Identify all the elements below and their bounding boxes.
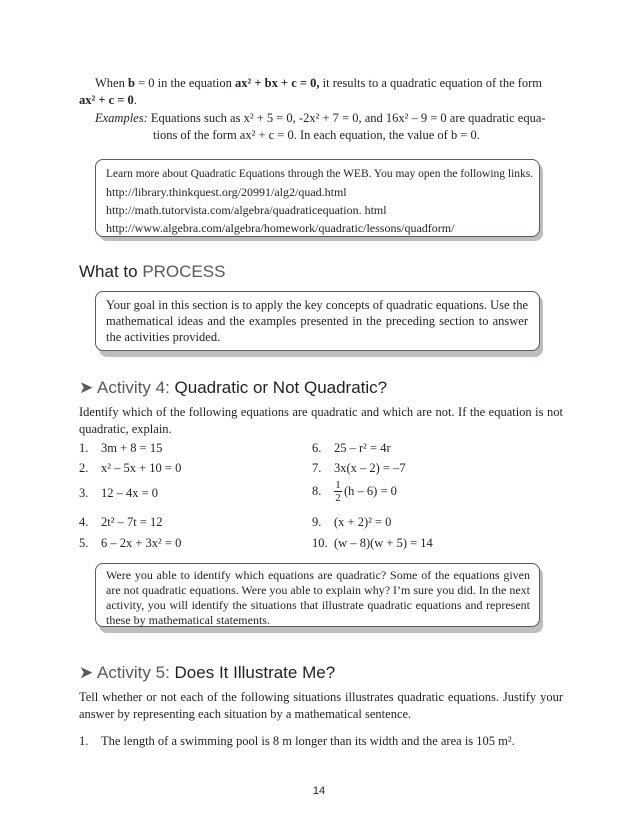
activity4-title: Quadratic or Not Quadratic? <box>174 378 388 397</box>
process-box <box>95 291 540 351</box>
equation-5: 5. 6 – 2x + 3x² = 0 <box>79 536 182 550</box>
links-intro: Learn more about Quadratic Equations through the WEB. You may open the following links. <box>106 168 534 180</box>
activity4-arrow: ➤ <box>79 378 94 397</box>
links-box <box>95 159 540 237</box>
activity5-arrow: ➤ <box>79 663 94 682</box>
intro-text-c: = 0 in the equation <box>134 76 236 90</box>
reflection-box <box>95 563 540 627</box>
examples <box>95 110 565 144</box>
equation-2: 2. x² – 5x + 10 = 0 <box>79 461 182 475</box>
process-box-text: Your goal in this section is to apply the key concepts of quadratic equations. Use the mathematical ideas and the examples presented in the preceding section to answer the activities provided. <box>106 298 528 344</box>
reflection-box-text: Were you able to identify which equations are quadratic? Some of the equations given are not quadratic equations. Were you able to explain why? I’m sure you did. In the next activity, you will identify the situations that illustrate quadratic equations and represent these by mathematical statements. <box>106 568 531 627</box>
activity4-instructions: Identify which of the following equations are quadratic and which are not. If the equation is not quadratic, explain. <box>79 405 563 436</box>
equation-8: 8. $\frac{1}{2}$ (h – 6) = 0 <box>312 479 397 504</box>
intro-form: ax² + c = 0 <box>79 93 134 107</box>
equation-9: 9. (x + 2)² = 0 <box>312 515 392 529</box>
equation-6: 6. 25 – r² = 4r <box>312 441 391 455</box>
activity5-heading <box>79 663 335 683</box>
section-title-process <box>79 262 225 282</box>
intro-text-e: it results to a quadratic equation of the form <box>319 76 543 90</box>
fraction-one-half: $\frac{1}{2}$ <box>335 479 341 504</box>
equation-4: 4. 2t² – 7t = 12 <box>79 515 163 529</box>
intro-form-end: . <box>133 93 137 107</box>
intro-text-b: b <box>127 76 135 90</box>
process-title-a: What to <box>79 262 143 281</box>
equation-1: 1. 3m + 8 = 15 <box>79 441 163 455</box>
link-algebra-com[interactable]: http://www.algebra.com/algebra/homework/quadratic/lessons/quadform/ <box>106 221 455 235</box>
process-title-b: PROCESS <box>142 262 226 281</box>
link-tutorvista[interactable]: http://math.tutorvista.com/algebra/quadraticequation. html <box>106 203 387 217</box>
activity5-label: Activity 5: <box>97 663 170 682</box>
intro-paragraph <box>79 75 563 109</box>
activity4-heading <box>79 378 387 398</box>
activity4-label: Activity 4: <box>97 378 170 397</box>
examples-line1: Equations such as x² + 5 = 0, -2x² + 7 = 0, and 16x² – 9 = 0 are quadratic equa- <box>150 111 546 125</box>
equation-7: 7. 3x(x – 2) = –7 <box>312 461 406 475</box>
examples-line2: tions of the form ax² + c = 0. In each equation, the value of b = 0. <box>153 128 480 142</box>
intro-text-a: When <box>95 76 128 90</box>
intro-equation: ax² + bx + c = 0, <box>235 76 320 90</box>
link-thinkquest[interactable]: http://library.thinkquest.org/20991/alg2/quad.html <box>106 185 347 199</box>
activity5-title: Does It Illustrate Me? <box>174 663 336 682</box>
examples-label: Examples: <box>95 111 148 125</box>
equation-3: 3. 12 – 4x = 0 <box>79 486 159 500</box>
page-number: 14 <box>312 785 326 797</box>
activity5-item-1: 1. The length of a swimming pool is 8 m longer than its width and the area is 105 m². <box>79 734 515 748</box>
activity5-instructions: Tell whether or not each of the following situations illustrates quadratic equations. Justify your answer by representing each situation by a mathematical sentence. <box>79 690 563 721</box>
equation-10: 10. (w – 8)(w + 5) = 14 <box>312 536 433 550</box>
